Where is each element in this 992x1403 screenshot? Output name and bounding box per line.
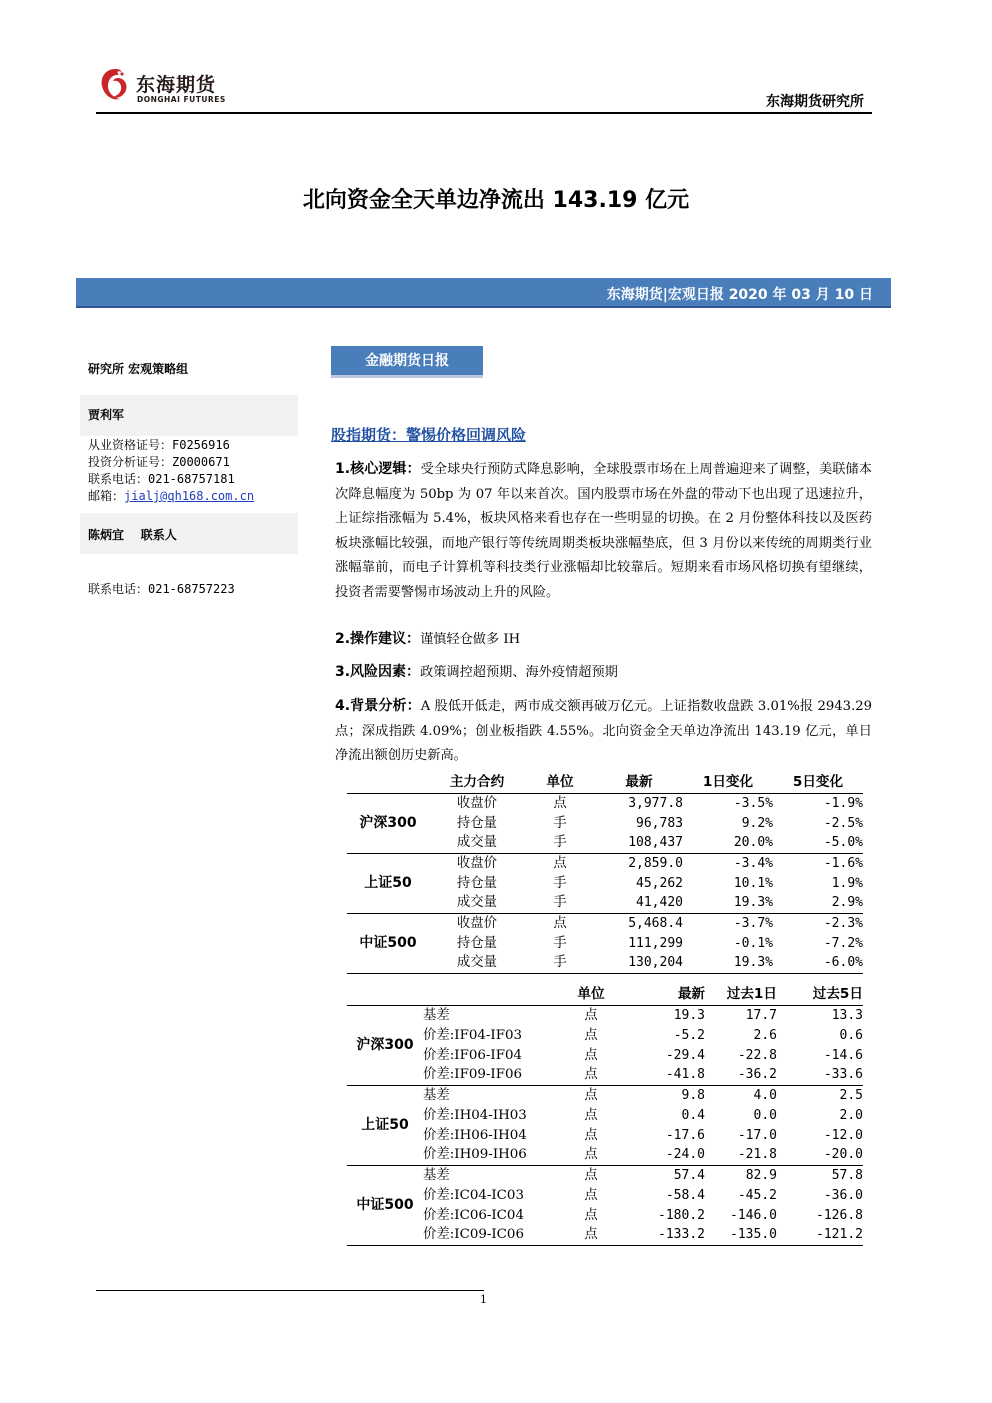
cell: 点 (525, 913, 595, 933)
cell: 96,783 (636, 815, 683, 831)
cell: 点 (584, 1047, 598, 1063)
cell: 0.6 (839, 1027, 863, 1043)
cell: -36.2 (737, 1067, 777, 1083)
sidebar-dept: 研究所 宏观策略组 (88, 362, 189, 376)
cell: 成交量 (429, 953, 525, 973)
table-row (347, 1045, 863, 1065)
cell: -3.4% (683, 853, 773, 873)
col-header: 最新 (595, 773, 683, 793)
cell: 点 (584, 1007, 598, 1023)
col-header: 过去1日 (705, 985, 777, 1005)
cell: 基差 (423, 1085, 573, 1105)
cell: 成交量 (456, 895, 498, 911)
background-analysis (335, 694, 872, 769)
cell: 10.1% (733, 875, 773, 891)
table-row (347, 1025, 863, 1045)
cell: 手 (525, 953, 595, 973)
table-row (347, 1125, 863, 1145)
cell: 点 (584, 1147, 598, 1163)
table-header-row (347, 773, 863, 793)
analyst-name: 贾利军 (88, 408, 125, 422)
cell: 108,437 (628, 835, 683, 851)
dragon-logo-icon (96, 66, 134, 106)
risk-factors (335, 660, 872, 686)
group-label: 沪深300 (356, 1036, 414, 1053)
cell: -121.2 (777, 1225, 863, 1245)
table-row (347, 1005, 863, 1025)
cell: -17.6 (665, 1127, 705, 1143)
cell: -2.3% (773, 913, 863, 933)
email-label: 邮箱： (88, 489, 125, 503)
analyst-block (80, 395, 298, 436)
cell: 手 (553, 935, 567, 951)
cell: 手 (553, 835, 567, 851)
risk-factors-label: 3.风险因素： (335, 664, 421, 680)
cell: -5.2 (673, 1027, 705, 1043)
cell: 点 (584, 1107, 598, 1123)
table-row (347, 1145, 863, 1165)
contact-name: 陈炳宜 联系人 (88, 528, 177, 542)
col-header: 1日变化 (683, 773, 773, 793)
cell: -1.6% (773, 853, 863, 873)
cell: 价差:IC06-IC04 (423, 1207, 524, 1223)
table-row (347, 1165, 863, 1185)
cell: -135.0 (705, 1225, 777, 1245)
footer-divider (96, 1290, 484, 1291)
cell: 点 (584, 1127, 598, 1143)
email-link[interactable]: jialj@qh168.com.cn (124, 489, 255, 503)
logo-english-name: DONGHAI FUTURES (137, 95, 226, 104)
cell: 点 (584, 1067, 598, 1083)
table-row (347, 1205, 863, 1225)
cell: 价差:IF06-IF04 (423, 1047, 523, 1063)
report-title: 北向资金全天单边净流出 143.19 亿元 (302, 188, 690, 213)
operation-advice (335, 627, 872, 653)
logo-chinese-name: 东海期货 (136, 74, 217, 96)
cell: 2.5 (777, 1085, 863, 1105)
cell: 19.3% (683, 953, 773, 973)
cell: 手 (553, 875, 567, 891)
cell: 成交量 (456, 835, 498, 851)
cell: 价差:IH04-IH03 (423, 1107, 527, 1123)
cell: 111,299 (628, 935, 683, 951)
header-divider (96, 112, 872, 114)
cell: -29.4 (665, 1047, 705, 1063)
background-analysis-label: 4.背景分析： (335, 698, 421, 714)
cell: 4.0 (705, 1085, 777, 1105)
col-header: 最新 (609, 985, 705, 1005)
cell: 9.2% (741, 815, 773, 831)
analyst-phone: 联系电话：021-68757181 (88, 472, 235, 486)
section-tag (331, 346, 483, 378)
cell: 13.3 (831, 1007, 863, 1023)
cell: 基差 (423, 1007, 450, 1023)
section-tag-label: 金融期货日报 (365, 353, 449, 369)
cell: 130,204 (595, 953, 683, 973)
cell: -21.8 (737, 1147, 777, 1163)
cell: 价差:IF09-IF06 (423, 1067, 523, 1083)
cell: 点 (584, 1207, 598, 1223)
cell: 价差:IH06-IH04 (423, 1127, 527, 1143)
cell: 9.8 (609, 1085, 705, 1105)
cell: -12.0 (823, 1127, 863, 1143)
cell: 17.7 (745, 1007, 777, 1023)
page-number: 1 (480, 1293, 487, 1306)
cell: 点 (573, 1225, 609, 1245)
cell: -45.2 (737, 1187, 777, 1203)
institute-name: 东海期货研究所 (766, 94, 864, 110)
cell: 1.9% (831, 875, 863, 891)
cell: -5.0% (823, 835, 863, 851)
group-label: 中证500 (347, 913, 429, 973)
cell: -126.8 (816, 1207, 863, 1223)
cell: 19.3% (733, 895, 773, 911)
cell: 3,977.8 (628, 795, 683, 811)
cell: 0.0 (753, 1107, 777, 1123)
core-logic-label: 1.核心逻辑： (335, 461, 421, 477)
cell: 2.9% (831, 895, 863, 911)
cell: 57.8 (777, 1165, 863, 1185)
cell: -33.6 (823, 1067, 863, 1083)
cell: -17.0 (737, 1127, 777, 1143)
cell: 5,468.4 (595, 913, 683, 933)
cell: -180.2 (658, 1207, 705, 1223)
table-row (347, 853, 863, 873)
table-row (347, 913, 863, 933)
group-label: 中证500 (347, 1165, 423, 1245)
cell: 收盘价 (429, 913, 525, 933)
operation-advice-text: 谨慎轻仓做多 IH (420, 632, 521, 647)
cell: -22.8 (737, 1047, 777, 1063)
col-header: 主力合约 (429, 773, 525, 793)
cell: 价差:IF04-IF03 (423, 1027, 523, 1043)
cell: 持仓量 (456, 815, 498, 831)
background-analysis-text: A 股低开低走，两市成交额再破万亿元。上证指数收盘跌 3.01%报 2943.29 点；深成指跌 4.09%；创业板指跌 4.55%。北向资金全天单边净流出 143.19 亿元，单日净流出额创历史新高。 (335, 699, 872, 763)
cell: -3.5% (733, 795, 773, 811)
contact-phone: 联系电话：021-68757223 (88, 582, 235, 596)
cell: 持仓量 (456, 875, 498, 891)
group-label: 上证50 (347, 1085, 423, 1165)
basis-spread-table (347, 985, 863, 1246)
cell: 手 (553, 895, 567, 911)
cell: 点 (553, 795, 567, 811)
cell: 收盘价 (456, 795, 498, 811)
contract-summary-table (347, 773, 863, 974)
cell: 基差 (423, 1165, 573, 1185)
col-header: 5日变化 (773, 773, 863, 793)
cell: -146.0 (730, 1207, 777, 1223)
table-row (347, 1185, 863, 1205)
cell: -24.0 (665, 1147, 705, 1163)
table-row (347, 1085, 863, 1105)
cell: -133.2 (609, 1225, 705, 1245)
cell: 价差:IC09-IC06 (423, 1225, 573, 1245)
report-banner (76, 278, 891, 308)
cell: 2,859.0 (595, 853, 683, 873)
cell: 点 (573, 1165, 609, 1185)
invest-cert: 投资分析证号：Z0000671 (88, 455, 230, 469)
cell: 0.4 (681, 1107, 705, 1123)
cell: -7.2% (823, 935, 863, 951)
cell: 2.0 (839, 1107, 863, 1123)
cell: 手 (553, 815, 567, 831)
cell: 价差:IC04-IC03 (423, 1187, 524, 1203)
table-row (347, 1225, 863, 1245)
cell: 19.3 (673, 1007, 705, 1023)
table-header-row (347, 985, 863, 1005)
table-row (347, 793, 863, 813)
cell: 82.9 (705, 1165, 777, 1185)
table-row (347, 1065, 863, 1085)
group-label: 沪深300 (359, 814, 417, 831)
operation-advice-label: 2.操作建议： (335, 631, 421, 647)
analyst-email-row (88, 488, 306, 505)
cell: -58.4 (665, 1187, 705, 1203)
cell: 点 (573, 1085, 609, 1105)
core-logic (335, 457, 872, 605)
risk-factors-text: 政策调控超预期、海外疫情超预期 (420, 665, 618, 680)
cell: -2.5% (823, 815, 863, 831)
cell: -6.0% (773, 953, 863, 973)
col-header: 单位 (525, 773, 595, 793)
cell: 点 (584, 1187, 598, 1203)
cell: 点 (525, 853, 595, 873)
analyst-details (88, 437, 306, 505)
cell: -1.9% (823, 795, 863, 811)
cell: 57.4 (609, 1165, 705, 1185)
cell: 点 (584, 1027, 598, 1043)
contact-block (80, 513, 298, 554)
core-logic-text: 受全球央行预防式降息影响，全球股票市场在上周普遍迎来了调整，美联储本次降息幅度为 50bp 为 07 年以来首次。国内股票市场在外盘的带动下也出现了迅速拉升，上证综指涨幅为 5.4%，板块风格来看也存在一些明显的切换。在 2 月份整体科技以及医药板块涨幅比较强，而地产银行等传统周期类板块涨幅垫底，但 3 月份以来传统的周期类行业涨幅靠前，而电子计算机等科技类行业涨幅却比较靠后。短期来看市场风格切换有望继续，投资者需要警惕市场波动上升的风险。 (335, 462, 872, 600)
cell: -36.0 (823, 1187, 863, 1203)
cell: 价差:IH09-IH06 (423, 1147, 527, 1163)
col-header: 过去5日 (777, 985, 863, 1005)
company-logo (96, 66, 236, 110)
cell: -20.0 (823, 1147, 863, 1163)
cell: -0.1% (733, 935, 773, 951)
col-header: 单位 (573, 985, 609, 1005)
cell: 45,262 (636, 875, 683, 891)
banner-text: 东海期货|宏观日报 2020 年 03 月 10 日 (606, 287, 873, 303)
cell: 20.0% (733, 835, 773, 851)
cell: -41.8 (665, 1067, 705, 1083)
cell: 持仓量 (456, 935, 498, 951)
cell: 收盘价 (429, 853, 525, 873)
table-row (347, 1105, 863, 1125)
cell: 41,420 (636, 895, 683, 911)
section-subtitle: 股指期货：警惕价格回调风险 (331, 426, 527, 444)
qual-cert: 从业资格证号：F0256916 (88, 438, 230, 452)
cell: -3.7% (683, 913, 773, 933)
cell: 2.6 (753, 1027, 777, 1043)
cell: -14.6 (823, 1047, 863, 1063)
group-label: 上证50 (347, 853, 429, 913)
